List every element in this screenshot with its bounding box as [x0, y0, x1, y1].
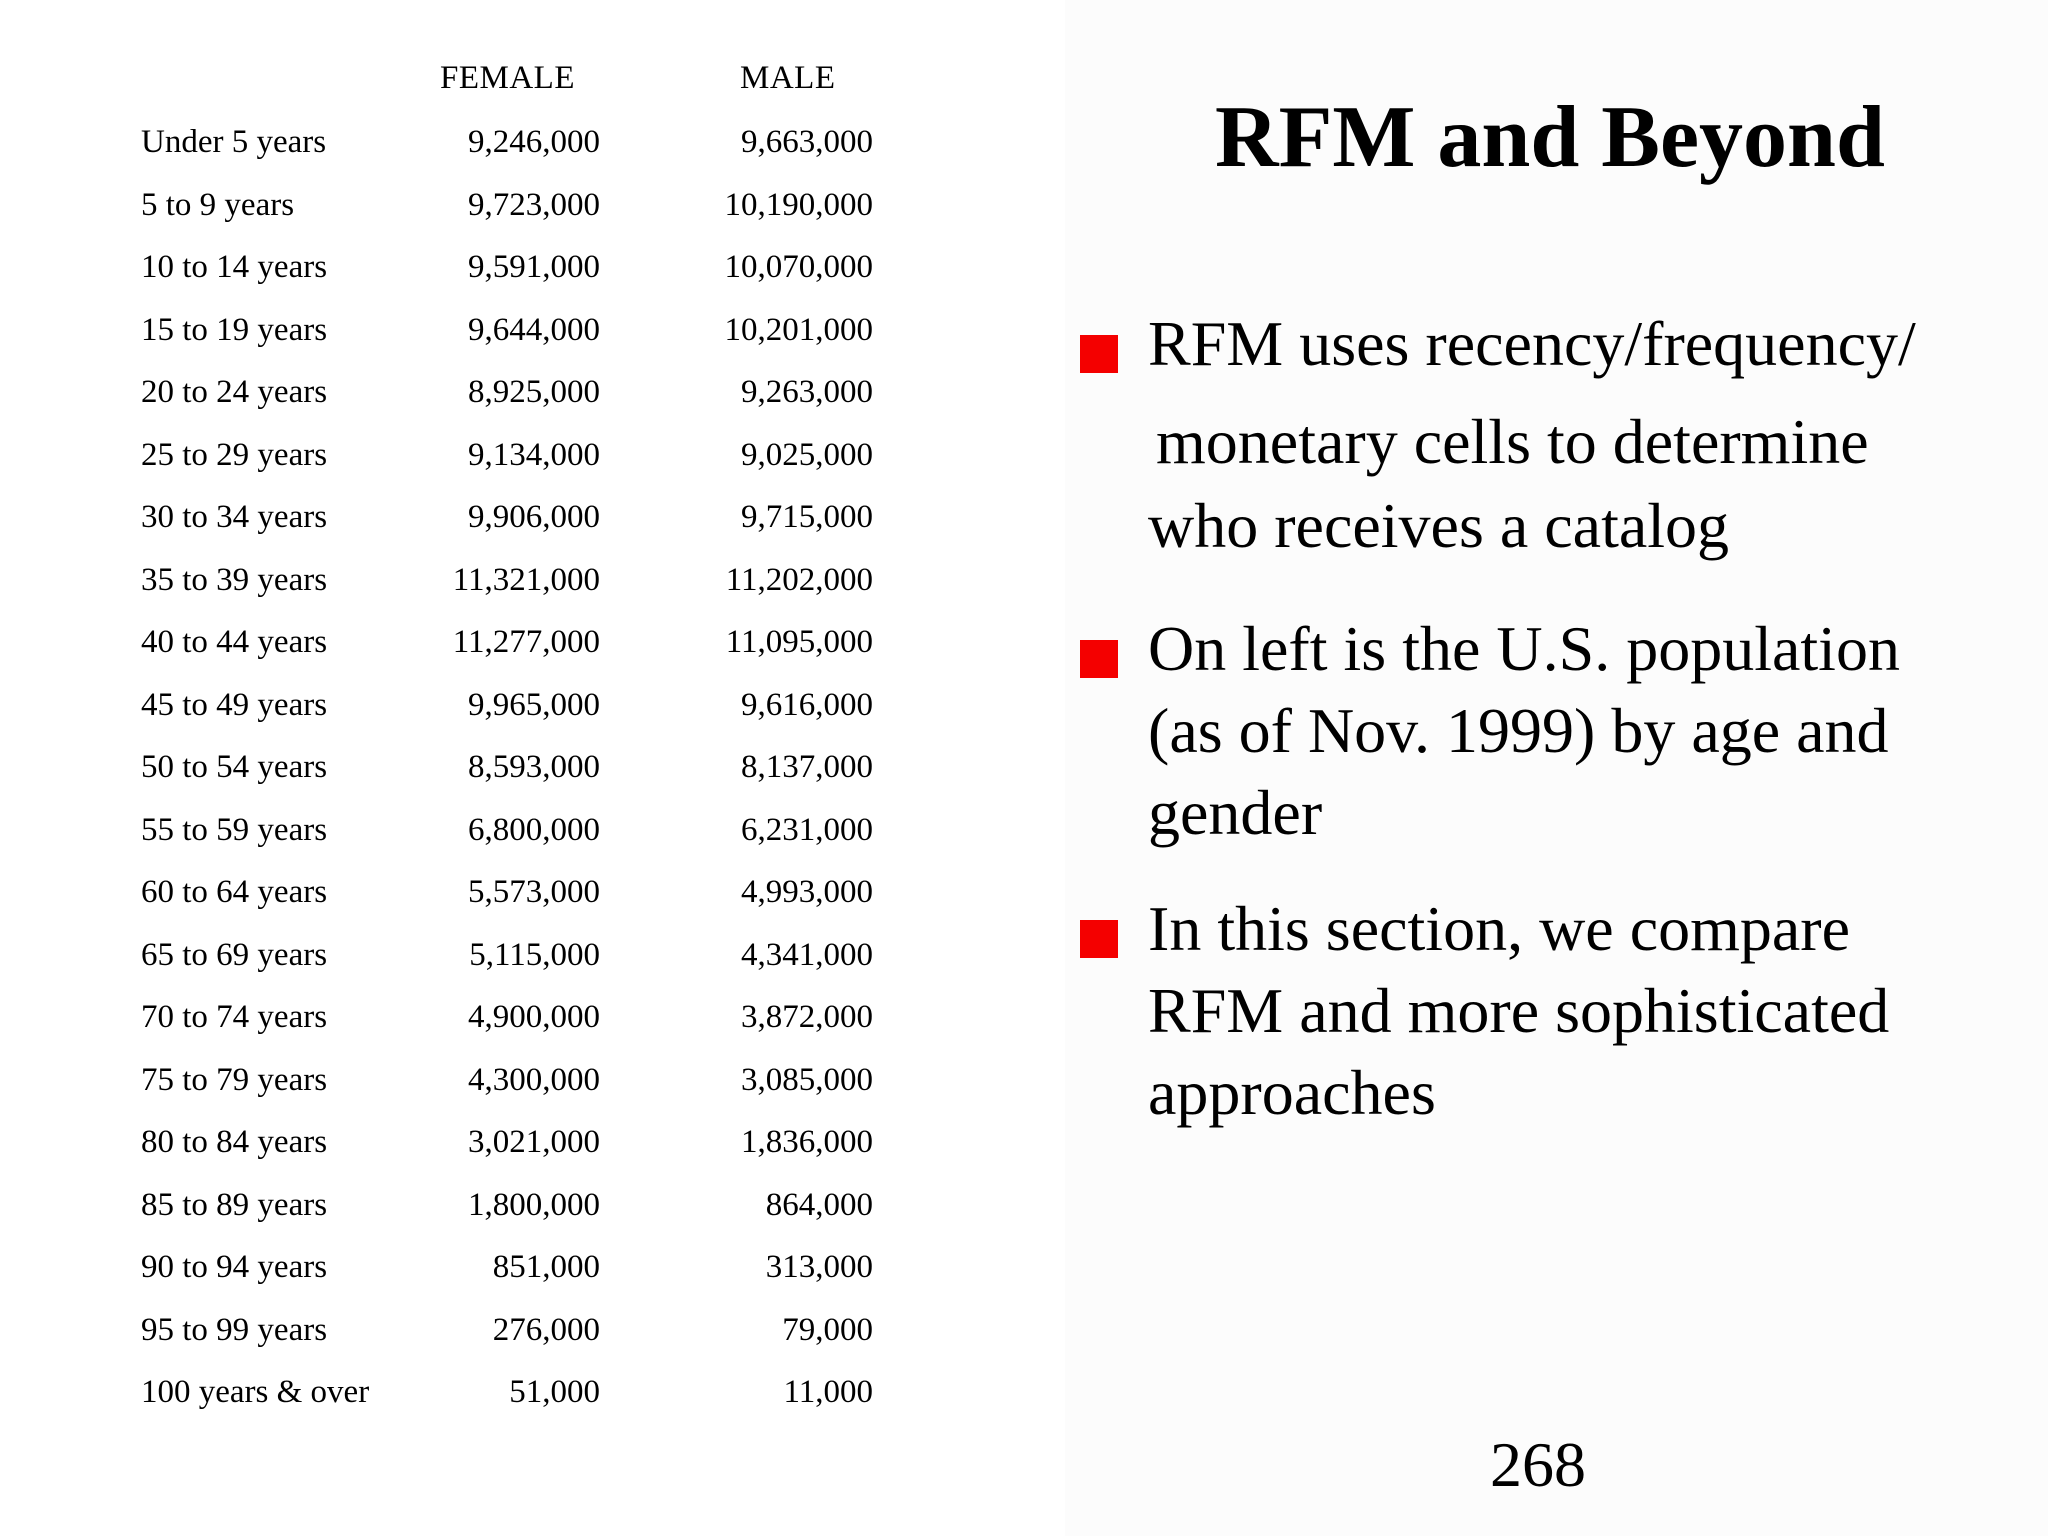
male-count: 6,231,000: [741, 811, 873, 848]
bullet-line: (as of Nov. 1999) by age and: [1148, 695, 1889, 766]
male-count: 864,000: [765, 1186, 873, 1223]
bullet-line: who receives a catalog: [1148, 490, 1730, 561]
bullet-line: approaches: [1148, 1057, 1436, 1128]
age-group-label: 85 to 89 years: [141, 1186, 328, 1223]
table-row: [0, 935, 900, 997]
age-group-label: 20 to 24 years: [141, 374, 328, 410]
table-row: [0, 1247, 900, 1309]
table-row: [0, 747, 900, 809]
female-count: 4,900,000: [468, 999, 600, 1035]
age-group-label: 70 to 74 years: [141, 999, 328, 1035]
male-count: 313,000: [765, 1249, 873, 1285]
age-group-label: 25 to 29 years: [141, 436, 328, 473]
bullet-line: gender: [1148, 777, 1323, 848]
female-count: 11,277,000: [452, 624, 600, 660]
age-group-label: 35 to 39 years: [141, 561, 328, 598]
population-table: [0, 0, 900, 1500]
bullet-line: On left is the U.S. population: [1148, 613, 1900, 684]
female-count: 851,000: [492, 1249, 600, 1285]
female-count: 1,800,000: [468, 1186, 600, 1223]
age-group-label: 30 to 34 years: [141, 499, 328, 535]
male-count: 10,070,000: [724, 249, 873, 285]
age-group-label: 100 years & over: [141, 1374, 370, 1410]
age-group-label: 40 to 44 years: [141, 624, 328, 660]
table-row: [0, 1060, 900, 1122]
table-row: [0, 872, 900, 934]
table-row: [0, 122, 900, 184]
female-count: 276,000: [492, 1311, 600, 1348]
female-count: 3,021,000: [468, 1124, 600, 1160]
male-count: 11,202,000: [725, 561, 873, 598]
red-square-bullet-icon: [1080, 920, 1118, 958]
female-count: 9,644,000: [468, 311, 600, 348]
male-count: 9,715,000: [741, 499, 873, 535]
male-count: 11,095,000: [725, 624, 873, 660]
age-group-label: 95 to 99 years: [141, 1311, 328, 1348]
age-group-label: 80 to 84 years: [141, 1124, 328, 1160]
male-count: 9,616,000: [741, 686, 873, 723]
male-count: 10,190,000: [724, 186, 873, 223]
female-count: 5,573,000: [468, 874, 600, 910]
female-count: 6,800,000: [468, 811, 600, 848]
table-row: [0, 1372, 900, 1434]
female-count: 9,134,000: [468, 436, 600, 473]
female-count: 9,591,000: [468, 249, 600, 285]
male-count: 79,000: [782, 1311, 873, 1348]
table-row: [0, 685, 900, 747]
female-count: 11,321,000: [452, 561, 600, 598]
table-row: [0, 247, 900, 309]
bullet-line: RFM uses recency/frequency/: [1148, 308, 1916, 379]
table-row: [0, 810, 900, 872]
female-count: 8,925,000: [468, 374, 600, 410]
bullet-line: In this section, we compare: [1148, 893, 1850, 964]
male-count: 4,341,000: [741, 936, 873, 973]
male-count: 9,263,000: [741, 374, 873, 410]
female-count: 9,246,000: [468, 124, 600, 160]
red-square-bullet-icon: [1080, 640, 1118, 678]
age-group-label: 50 to 54 years: [141, 749, 328, 785]
female-count: 51,000: [509, 1374, 600, 1410]
age-group-label: 10 to 14 years: [141, 249, 328, 285]
age-group-label: 55 to 59 years: [141, 811, 328, 848]
bullet-line: monetary cells to determine: [1156, 406, 1869, 477]
female-count: 9,723,000: [468, 186, 600, 223]
table-row: [0, 497, 900, 559]
female-count: 9,906,000: [468, 499, 600, 535]
page-number: 268: [1490, 1429, 1586, 1500]
column-header-male: MALE: [740, 60, 836, 96]
male-count: 10,201,000: [724, 311, 873, 348]
male-count: 8,137,000: [741, 749, 873, 785]
male-count: 9,663,000: [741, 124, 873, 160]
age-group-label: 90 to 94 years: [141, 1249, 328, 1285]
table-row: [0, 372, 900, 434]
table-row: [0, 310, 900, 372]
age-group-label: 60 to 64 years: [141, 874, 328, 910]
table-row: [0, 560, 900, 622]
female-count: 9,965,000: [468, 686, 600, 723]
age-group-label: 45 to 49 years: [141, 686, 328, 723]
slide-title: RFM and Beyond: [1215, 89, 1885, 186]
age-group-label: 75 to 79 years: [141, 1061, 328, 1098]
age-group-label: 65 to 69 years: [141, 936, 328, 973]
table-row: [0, 185, 900, 247]
male-count: 3,085,000: [741, 1061, 873, 1098]
male-count: 11,000: [783, 1374, 873, 1410]
table-row: [0, 622, 900, 684]
age-group-label: 15 to 19 years: [141, 311, 328, 348]
age-group-label: Under 5 years: [141, 124, 327, 160]
female-count: 5,115,000: [469, 936, 600, 973]
female-count: 4,300,000: [468, 1061, 600, 1098]
table-row: [0, 1185, 900, 1247]
red-square-bullet-icon: [1080, 335, 1118, 373]
male-count: 1,836,000: [741, 1124, 873, 1160]
bullet-line: RFM and more sophisticated: [1148, 975, 1890, 1046]
female-count: 8,593,000: [468, 749, 600, 785]
male-count: 3,872,000: [741, 999, 873, 1035]
table-row: [0, 1122, 900, 1184]
table-row: [0, 1310, 900, 1372]
column-header-female: FEMALE: [440, 60, 575, 96]
age-group-label: 5 to 9 years: [141, 186, 295, 223]
male-count: 9,025,000: [741, 436, 873, 473]
male-count: 4,993,000: [741, 874, 873, 910]
table-row: [0, 997, 900, 1059]
table-row: [0, 435, 900, 497]
